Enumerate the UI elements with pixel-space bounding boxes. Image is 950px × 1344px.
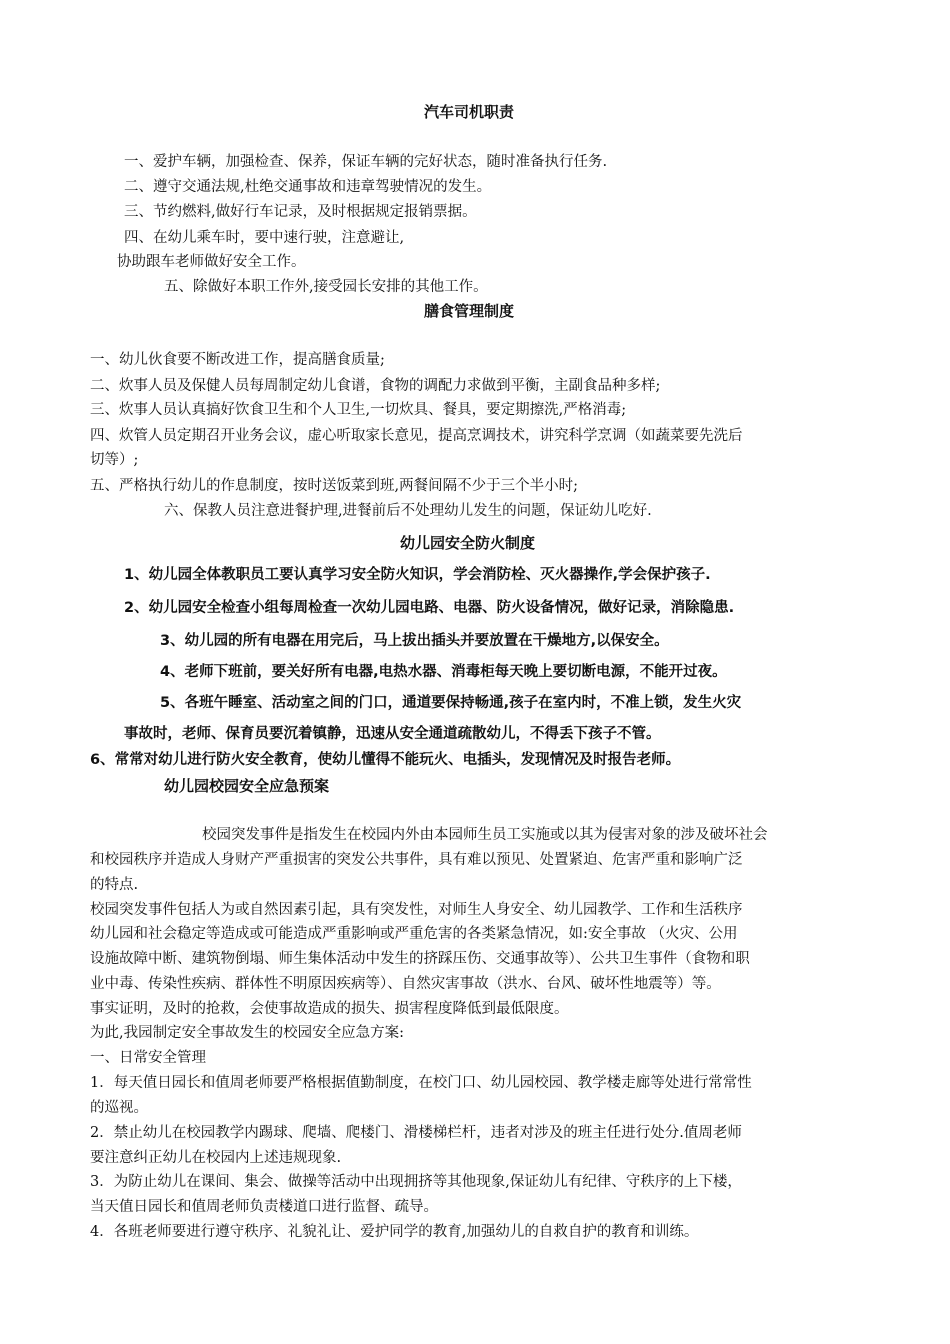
paragraph-line: 事故时，老师、保育员要沉着镇静，迅速从安全通道疏散幼儿，不得丢下孩子不管。 [124, 726, 661, 742]
paragraph-line: 二、炊事人员及保健人员每周制定幼儿食谱，食物的调配力求做到平衡，主副食品种多样; [90, 378, 661, 394]
paragraph-line: 业中毒、传染性疾病、群体性不明原因疾病等）、自然灾害事故（洪水、台风、破坏性地震等）等。 [90, 976, 721, 992]
paragraph-line: 五、除做好本职工作外,接受园长安排的其他工作。 [164, 279, 488, 295]
paragraph-line: 的特点. [90, 877, 139, 893]
paragraph-line: 5、各班午睡室、活动室之间的门口，通道要保持畅通,孩子在室内时，不准上锁，发生火灾 [160, 695, 742, 711]
paragraph-line: 2．禁止幼儿在校园教学内踢球、爬墙、爬楼门、滑楼梯栏杆，违者对涉及的班主任进行处分.值周老师 [90, 1125, 742, 1141]
paragraph-line: 2、幼儿园安全检查小组每周检查一次幼儿园电路、电器、防火设备情况，做好记录，消除隐患. [124, 600, 735, 616]
paragraph-line: 要注意纠正幼儿在校园内上述违规现象. [90, 1150, 342, 1166]
paragraph-line: 3．为防止幼儿在课间、集会、做操等活动中出现拥挤等其他现象,保证幼儿有纪律、守秩序的上下楼， [90, 1174, 742, 1190]
paragraph-line: 六、保教人员注意进餐护理,进餐前后不处理幼儿发生的问题，保证幼儿吃好. [164, 503, 652, 519]
section-title-meal-management: 膳食管理制度 [424, 302, 515, 320]
section-title-driver-duties: 汽车司机职责 [424, 103, 515, 121]
paragraph-line: 1、幼儿园全体教职员工要认真学习安全防火知识，学会消防栓、灭火器操作,学会保护孩子. [124, 567, 711, 583]
paragraph-line: 的巡视。 [90, 1100, 148, 1116]
paragraph-line: 三、节约燃料,做好行车记录，及时根据规定报销票据。 [124, 204, 477, 220]
paragraph-line: 五、严格执行幼儿的作息制度，按时送饭菜到班,两餐间隔不少于三个半小时; [90, 478, 578, 494]
paragraph-line: 1．每天值日园长和值周老师要严格根据值勤制度，在校门口、幼儿园校园、教学楼走廊等处进行常常性 [90, 1075, 752, 1091]
paragraph-line: 设施故障中断、建筑物倒塌、师生集体活动中发生的挤踩压伤、交通事故等）、公共卫生事件（食物和职 [90, 951, 750, 967]
paragraph-line: 一、爱护车辆，加强检查、保养，保证车辆的完好状态，随时准备执行任务. [124, 154, 608, 170]
paragraph-line: 和校园秩序并造成人身财产严重损害的突发公共事件，具有难以预见、处置紧迫、危害严重和影响广泛 [90, 852, 743, 868]
paragraph-line: 为此,我园制定安全事故发生的校园安全应急方案: [90, 1025, 404, 1041]
paragraph-line: 三、炊事人员认真搞好饮食卫生和个人卫生,一切炊具、餐具，要定期擦洗,严格消毒; [90, 402, 627, 418]
paragraph-line: 二、遵守交通法规,杜绝交通事故和违章驾驶情况的发生。 [124, 179, 492, 195]
paragraph-line: 6、常常对幼儿进行防火安全教育，使幼儿懂得不能玩火、电插头，发现情况及时报告老师。 [90, 752, 681, 768]
paragraph-line: 3、幼儿园的所有电器在用完后，马上拔出插头并要放置在干燥地方,以保安全。 [160, 633, 669, 649]
paragraph-line: 一、日常安全管理 [90, 1050, 206, 1066]
paragraph-line: 幼儿园和社会稳定等造成或可能造成严重影响或严重危害的各类紧急情况，如:安全事故 （火灾、公用 [90, 926, 738, 942]
paragraph-line: 四、炊管人员定期召开业务会议，虚心听取家长意见，提高烹调技术，讲究科学烹调（如蔬菜要先洗后 [90, 428, 743, 444]
section-title-fire-safety: 幼儿园安全防火制度 [400, 534, 536, 552]
paragraph-line: 四、在幼儿乘车时，要中速行驶，注意避让, [124, 230, 405, 246]
paragraph-line: 切等）; [90, 452, 139, 468]
paragraph-line: 当天值日园长和值周老师负责楼道口进行监督、疏导。 [90, 1199, 438, 1215]
paragraph-line: 事实证明，及时的抢救，会使事故造成的损失、损害程度降低到最低限度。 [90, 1001, 569, 1017]
paragraph-line: 4．各班老师要进行遵守秩序、礼貌礼让、爱护同学的教育,加强幼儿的自救自护的教育和训练。 [90, 1224, 699, 1240]
paragraph-line: 4、老师下班前，要关好所有电器,电热水器、消毒柜每天晚上要切断电源，不能开过夜。 [160, 664, 727, 680]
section-title-emergency-plan: 幼儿园校园安全应急预案 [164, 777, 330, 795]
paragraph-line: 协助跟车老师做好安全工作。 [117, 254, 306, 270]
paragraph-line: 校园突发事件是指发生在校园内外由本园师生员工实施或以其为侵害对象的涉及破坏社会 [202, 827, 768, 843]
paragraph-line: 一、幼儿伙食要不断改进工作，提高膳食质量; [90, 352, 385, 368]
paragraph-line: 校园突发事件包括人为或自然因素引起，具有突发性，对师生人身安全、幼儿园教学、工作和生活秩序 [90, 902, 743, 918]
